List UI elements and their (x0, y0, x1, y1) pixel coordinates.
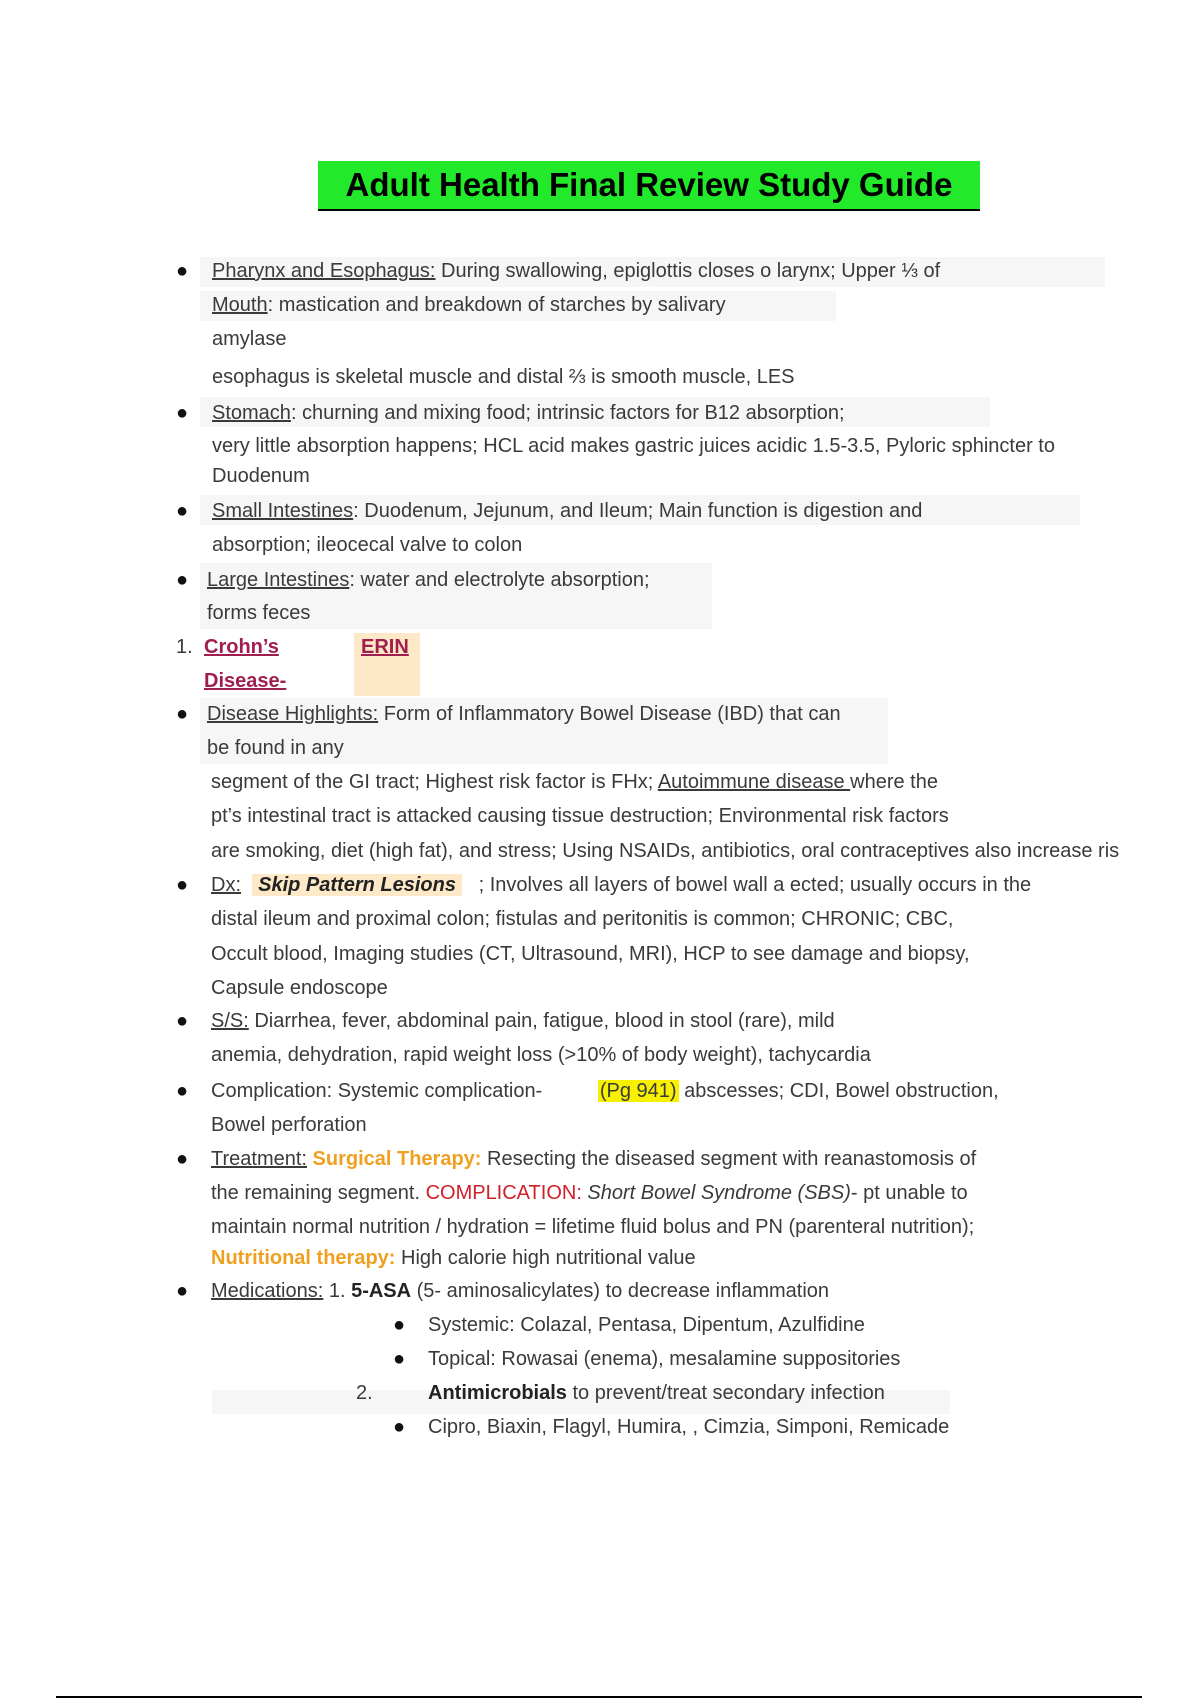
ss-label: S/S: (211, 1010, 249, 1032)
large-intestines-line (207, 567, 650, 593)
bullet: ● (176, 569, 189, 591)
antimicrobials-line (428, 1380, 885, 1406)
highlights-line-3a: segment of the GI tract; Highest risk factor is FHx; (211, 771, 658, 793)
mouth-text: : mastication and breakdown of starches by salivary (267, 294, 726, 316)
antimicrobial-list: Cipro, Biaxin, Flagyl, Humira, , Cimzia, Simponi, Remicade (428, 1416, 950, 1438)
bullet: ● (176, 1280, 189, 1302)
highlights-text: Form of Inflammatory Bowel Disease (IBD) that can (378, 703, 841, 725)
treatment-line (211, 1146, 976, 1172)
pharynx-line (212, 258, 940, 284)
stomach-line-2: very little absorption happens; HCL acid makes gastric juices acidic 1.5-3.5, Pyloric sphincter to (212, 435, 1055, 457)
highlights-line-3 (211, 769, 938, 795)
amylase-line: amylase (212, 328, 287, 350)
dx-line (211, 872, 1031, 898)
mouth-label: Mouth (212, 294, 268, 316)
medications-line (211, 1278, 829, 1304)
stomach-label: Stomach (212, 402, 291, 424)
bullet: ● (393, 1348, 406, 1370)
page-title: Adult Health Final Review Study Guide (318, 161, 980, 211)
large-intestines-line-2: forms feces (207, 602, 311, 624)
small-intestines-text: : Duodenum, Jejunum, and Ileum; Main function is digestion and (353, 500, 923, 522)
small-intestines-line (212, 498, 922, 524)
small-intestines-line-2: absorption; ileocecal valve to colon (212, 534, 523, 556)
antimicrobials-text: to prevent/treat secondary infection (566, 1382, 885, 1404)
medications-text-2: (5- aminosalicylates) to decrease inflammation (411, 1280, 830, 1302)
esophagus-line: esophagus is skeletal muscle and distal ⅔ is smooth muscle, LES (212, 366, 795, 388)
bullet: ● (176, 260, 189, 282)
nutritional-therapy-label: Nutritional therapy: (211, 1247, 396, 1269)
nutritional-therapy-text: High calorie high nutritional value (395, 1247, 696, 1269)
bullet: ● (176, 1148, 189, 1170)
dx-text: ; Involves all layers of bowel wall a ected; usually occurs in the (478, 874, 1032, 896)
ss-text: Diarrhea, fever, abdominal pain, fatigue, blood in stool (rare), mild (248, 1010, 835, 1032)
pharynx-text: During swallowing, epiglottis closes o larynx; Upper ⅓ of (435, 260, 941, 282)
highlights-line-3b: where the (850, 771, 938, 793)
page-reference-highlight: (Pg 941) (599, 1080, 677, 1102)
medications-text-1: 1. (323, 1280, 352, 1302)
bullet: ● (393, 1416, 406, 1438)
dx-line-2: distal ileum and proximal colon; fistulas and peritonitis is common; CHRONIC; CBC, (211, 908, 954, 930)
bullet: ● (393, 1314, 406, 1336)
surgical-therapy-label: Surgical Therapy: (306, 1148, 482, 1170)
pharynx-label: Pharynx and Esophagus: (212, 260, 436, 282)
highlights-label: Disease Highlights: (207, 703, 379, 725)
small-intestines-label: Small Intestines (212, 500, 354, 522)
treatment-line-3: maintain normal nutrition / hydration = lifetime fluid bolus and PN (parenteral nutrition); (211, 1216, 975, 1238)
autoimmune-text: Autoimmune disease (657, 771, 851, 793)
skip-pattern-highlight: Skip Pattern Lesions (252, 874, 462, 896)
large-intestines-label: Large Intestines (207, 569, 350, 591)
bullet: ● (176, 1080, 189, 1102)
complication-label: COMPLICATION: (425, 1182, 582, 1204)
highlights-line-2: be found in any (207, 737, 344, 759)
bullet: ● (176, 500, 189, 522)
erin-label: ERIN (361, 636, 409, 658)
bullet: ● (176, 402, 189, 424)
complication-text-2: abscesses; CDI, Bowel obstruction, (678, 1080, 999, 1102)
treatment-line-2b: - pt unable to (850, 1182, 968, 1204)
stomach-text: : churning and mixing food; intrinsic factors for B12 absorption; (290, 402, 845, 424)
sbs-text: Short Bowel Syndrome (SBS) (581, 1182, 851, 1204)
treatment-text: Resecting the diseased segment with reanastomosis of (481, 1148, 977, 1170)
stomach-line-3: Duodenum (212, 465, 310, 487)
large-intestines-text: : water and electrolyte absorption; (349, 569, 650, 591)
crohn-number: 1. (176, 636, 193, 658)
dx-line-3: Occult blood, Imaging studies (CT, Ultrasound, MRI), HCP to see damage and biopsy, (211, 943, 970, 965)
topical-meds: Topical: Rowasai (enema), mesalamine suppositories (428, 1348, 901, 1370)
ss-line-2: anemia, dehydration, rapid weight loss (>10% of body weight), tachycardia (211, 1044, 871, 1066)
crohn-title: Crohn’s (204, 636, 279, 658)
medications-number-2: 2. (356, 1382, 373, 1404)
bullet: ● (176, 874, 189, 896)
treatment-line-2a: the remaining segment. (211, 1182, 426, 1204)
treatment-label: Treatment: (211, 1148, 307, 1170)
complication-text: Complication: Systemic complication- (211, 1080, 543, 1102)
dx-label: Dx: (211, 874, 241, 896)
crohn-title-2: Disease- (204, 670, 287, 692)
stomach-line (212, 400, 845, 426)
bullet: ● (176, 703, 189, 725)
antimicrobials-label: Antimicrobials (428, 1382, 567, 1404)
treatment-line-2 (211, 1180, 968, 1206)
medications-label: Medications: (211, 1280, 324, 1302)
highlights-line-5: are smoking, diet (high fat), and stress; Using NSAIDs, antibiotics, oral contraceptives also increase ris (211, 840, 1120, 862)
complication-line (211, 1078, 999, 1104)
treatment-line-4 (211, 1245, 696, 1271)
systemic-meds: Systemic: Colazal, Pentasa, Dipentum, Azulfidine (428, 1314, 865, 1336)
complication-line-2: Bowel perforation (211, 1114, 367, 1136)
dx-line-4: Capsule endoscope (211, 977, 388, 999)
five-asa-label: 5-ASA (351, 1280, 412, 1302)
mouth-line (212, 292, 726, 318)
ss-line (211, 1008, 835, 1034)
highlights-line-4: pt’s intestinal tract is attacked causing tissue destruction; Environmental risk factors (211, 805, 949, 827)
bullet: ● (176, 1010, 189, 1032)
highlights-line (207, 701, 841, 727)
footer-rule (56, 1696, 1142, 1698)
